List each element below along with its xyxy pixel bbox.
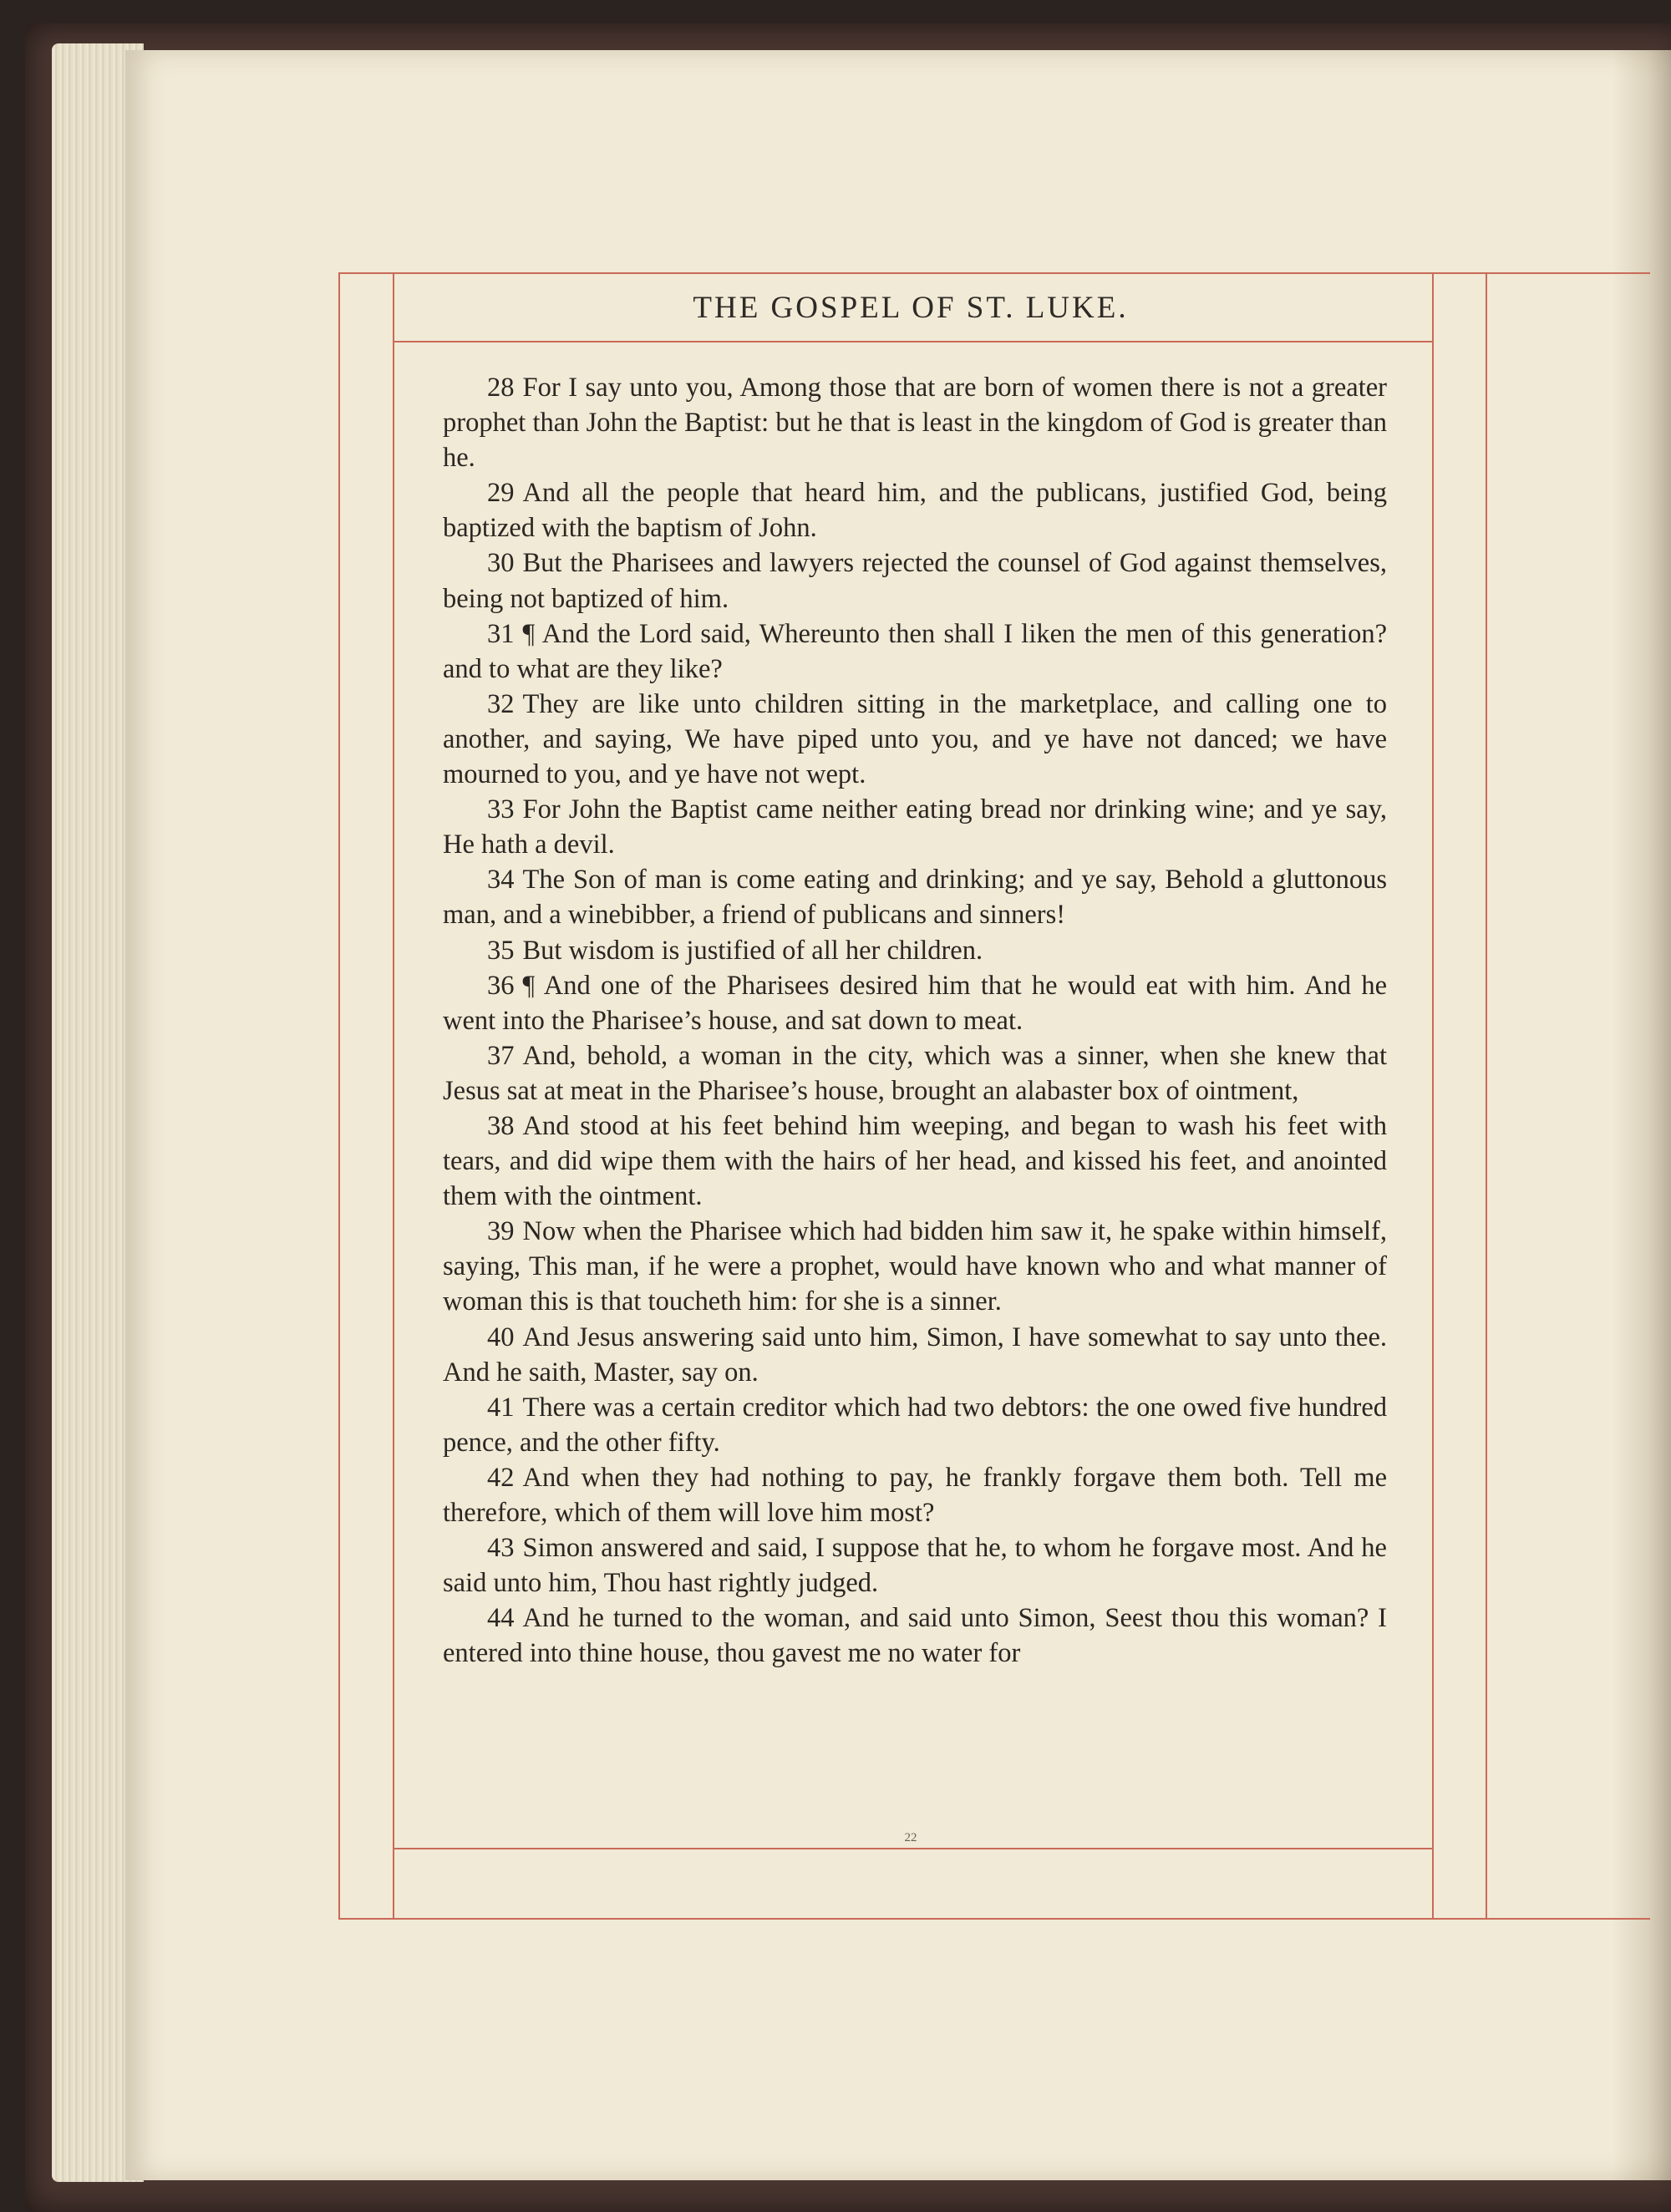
footer-top-rule <box>393 1848 1433 1849</box>
verse-43 <box>443 1530 1387 1601</box>
verse-number: 33 <box>487 794 515 825</box>
outer-right-rule <box>1486 272 1487 1920</box>
verse-column <box>443 370 1387 1671</box>
verse-text: ¶ And one of the Pharisees desired him that he would eat with him. And he went into the Pharisee’s house, and sat down to meat. <box>443 970 1387 1036</box>
verse-number: 34 <box>487 865 515 895</box>
verse-number: 29 <box>487 478 515 509</box>
verse-41 <box>443 1390 1387 1460</box>
verse-text: The Son of man is come eating and drinking; and ye say, Behold a gluttonous man, and a winebibber, a friend of publicans and sinners! <box>443 865 1387 931</box>
header-bottom-rule <box>393 341 1433 342</box>
verse-28 <box>443 370 1387 475</box>
verse-44 <box>443 1601 1387 1671</box>
verse-29 <box>443 475 1387 545</box>
verse-number: 42 <box>487 1462 515 1493</box>
verse-number: 38 <box>487 1110 515 1141</box>
verse-text: Now when the Pharisee which had bidden him saw it, he spake within himself, saying, This man, if he were a prophet, would have known who and what manner of woman this is that toucheth him: for she is a sinner. <box>443 1216 1387 1317</box>
verse-42 <box>443 1460 1387 1530</box>
verse-30 <box>443 545 1387 616</box>
verse-33 <box>443 792 1387 862</box>
verse-number: 40 <box>487 1322 515 1352</box>
verse-31 <box>443 616 1387 687</box>
verse-32 <box>443 687 1387 792</box>
verse-text: There was a certain creditor which had two debtors: the one owed five hundred pence, and the other fifty. <box>443 1392 1387 1458</box>
verse-text: Simon answered and said, I suppose that he, to whom he forgave most. And he said unto him, Thou hast rightly judged. <box>443 1533 1387 1599</box>
verse-37 <box>443 1038 1387 1109</box>
verse-38 <box>443 1109 1387 1214</box>
verse-number: 37 <box>487 1040 515 1071</box>
verse-text: And Jesus answering said unto him, Simon, I have somewhat to say unto thee. And he saith, Master, say on. <box>443 1322 1387 1388</box>
verse-text: And stood at his feet behind him weeping, and began to wash his feet with tears, and did wipe them with the hairs of her head, and kissed his feet, and anointed them with the ointment. <box>443 1110 1387 1212</box>
inner-left-rule <box>393 272 394 1920</box>
verse-number: 32 <box>487 688 515 719</box>
verse-34 <box>443 862 1387 932</box>
verse-35 <box>443 933 1387 968</box>
verse-number: 28 <box>487 373 515 403</box>
verse-number: 35 <box>487 935 515 966</box>
verse-number: 41 <box>487 1392 515 1423</box>
frame-top-rule <box>338 272 1650 274</box>
verse-text: And when they had nothing to pay, he frankly forgave them both. Tell me therefore, which of them will love him most? <box>443 1462 1387 1528</box>
verse-text: For I say unto you, Among those that are born of women there is not a greater prophet than John the Baptist: but he that is least in the kingdom of God is greater than he. <box>443 373 1387 474</box>
verse-number: 43 <box>487 1533 515 1564</box>
verse-text: They are like unto children sitting in the marketplace, and calling one to another, and saying, We have piped unto you, and ye have not danced; we have mourned to you, and ye have not wept. <box>443 688 1387 790</box>
verse-number: 30 <box>487 548 515 579</box>
verse-text: And, behold, a woman in the city, which was a sinner, when she knew that Jesus sat at meat in the Pharisee’s house, brought an alabaster box of ointment, <box>443 1040 1387 1106</box>
verse-number: 44 <box>487 1603 515 1634</box>
verse-text: But the Pharisees and lawyers rejected the counsel of God against themselves, being not baptized of him. <box>443 548 1387 614</box>
verse-number: 36 <box>487 970 515 1001</box>
outer-left-rule <box>338 272 340 1920</box>
verse-text: And he turned to the woman, and said unto Simon, Seest thou this woman? I entered into thine house, thou gavest me no water for <box>443 1603 1387 1669</box>
verse-text: For John the Baptist came neither eating bread nor drinking wine; and ye say, He hath a devil. <box>443 794 1387 860</box>
verse-39 <box>443 1214 1387 1319</box>
page-number: 22 <box>904 1831 917 1844</box>
verse-text: And all the people that heard him, and the publicans, justified God, being baptized with the baptism of John. <box>443 478 1387 544</box>
verse-number: 31 <box>487 618 515 649</box>
verse-40 <box>443 1320 1387 1390</box>
verse-text: But wisdom is justified of all her children. <box>522 935 983 966</box>
inner-right-rule <box>1432 272 1434 1920</box>
running-header: THE GOSPEL OF ST. LUKE. <box>693 291 1129 325</box>
frame-bottom-rule <box>338 1918 1650 1920</box>
verse-number: 39 <box>487 1216 515 1247</box>
verse-36 <box>443 968 1387 1038</box>
verse-text: ¶ And the Lord said, Whereunto then shall I liken the men of this generation? and to what are they like? <box>443 618 1387 684</box>
